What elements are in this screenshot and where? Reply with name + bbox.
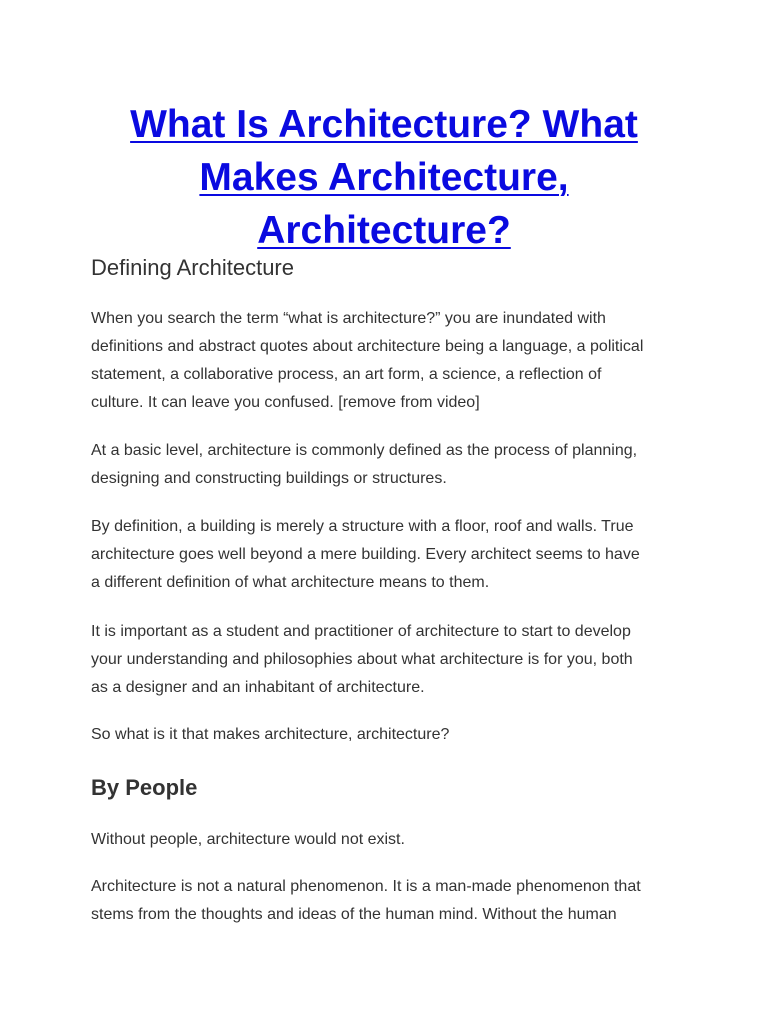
paragraph-line: as a designer and an inhabitant of architecture. xyxy=(91,679,425,696)
paragraph-line: designing and constructing buildings or structures. xyxy=(91,470,447,487)
section-heading-defining-architecture: Defining Architecture xyxy=(91,255,294,280)
paragraph xyxy=(91,437,691,493)
paragraph-line: It is important as a student and practitioner of architecture to start to develop xyxy=(91,623,631,640)
title-line: Architecture? xyxy=(257,209,511,252)
document-title-link[interactable] xyxy=(130,103,638,252)
paragraph-line: a different definition of what architecture means to them. xyxy=(91,574,490,591)
title-line: Makes Architecture, xyxy=(199,156,569,199)
paragraph-line: By definition, a building is merely a structure with a floor, roof and walls. True xyxy=(91,518,634,535)
paragraph xyxy=(91,305,691,417)
paragraph-line: stems from the thoughts and ideas of the human mind. Without the human xyxy=(91,906,617,923)
paragraph-line: At a basic level, architecture is commonly defined as the process of planning, xyxy=(91,442,638,459)
paragraph-line: Architecture is not a natural phenomenon. It is a man-made phenomenon that xyxy=(91,878,641,895)
paragraph xyxy=(91,873,691,929)
paragraph xyxy=(91,826,691,854)
paragraph xyxy=(91,721,691,749)
paragraph-line: Without people, architecture would not exist. xyxy=(91,831,405,848)
section-heading-by-people: By People xyxy=(91,775,198,800)
paragraph-line: statement, a collaborative process, an art form, a science, a reflection of xyxy=(91,366,602,383)
paragraph-line: your understanding and philosophies about what architecture is for you, both xyxy=(91,651,633,668)
title-line: What Is Architecture? What xyxy=(130,103,638,146)
document-title xyxy=(90,98,678,257)
paragraph-line: definitions and abstract quotes about architecture being a language, a political xyxy=(91,338,644,355)
paragraph-line: So what is it that makes architecture, architecture? xyxy=(91,726,450,743)
paragraph-line: When you search the term “what is architecture?” you are inundated with xyxy=(91,310,606,327)
paragraph xyxy=(91,618,691,702)
paragraph-line: architecture goes well beyond a mere building. Every architect seems to have xyxy=(91,546,640,563)
paragraph xyxy=(91,513,691,597)
paragraph-line: culture. It can leave you confused. [remove from video] xyxy=(91,394,480,411)
